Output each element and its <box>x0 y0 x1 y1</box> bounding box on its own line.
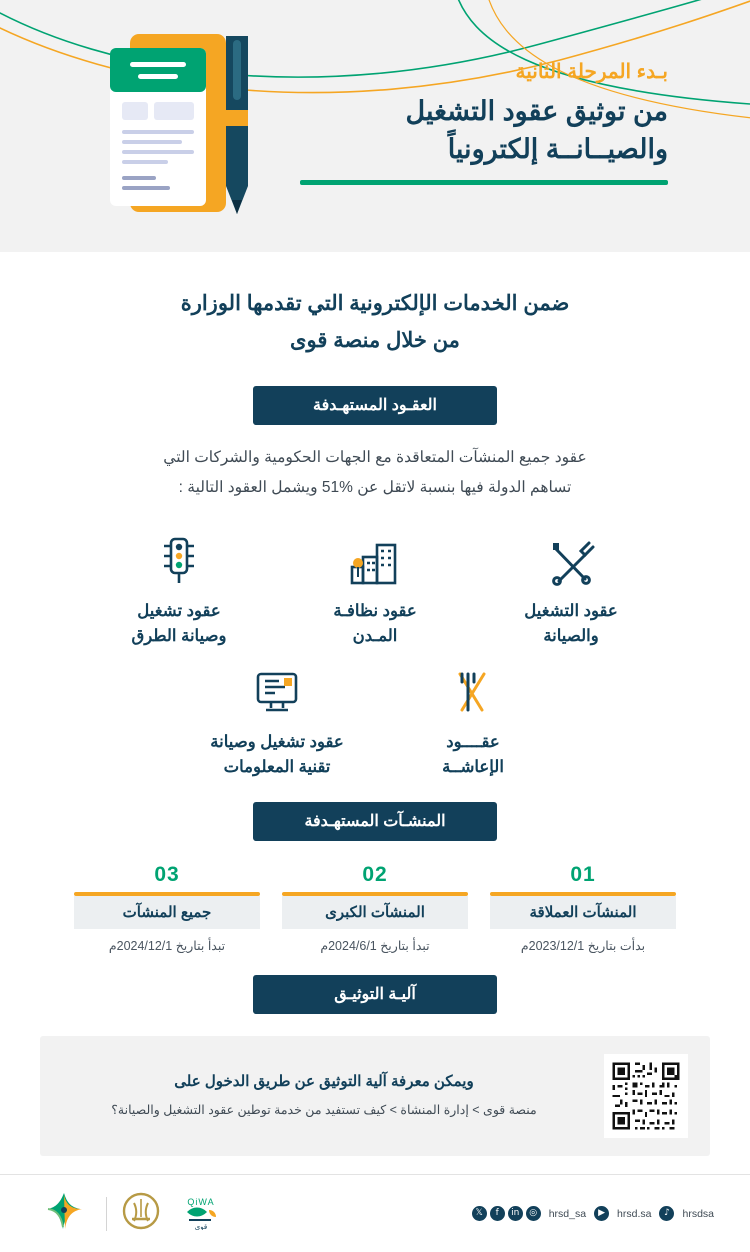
contract-label-line-1: عقود تشغيل وصيانة <box>210 733 344 752</box>
contract-label-line-1: عقــــود <box>446 733 500 752</box>
contract-label-line-2: الإعاشــة <box>442 758 504 777</box>
contract-item-city-cleaning <box>277 529 473 649</box>
contracts-note-line-1: عقود جميع المنشآت المتعاقدة مع الجهات الحكومية والشركات التي <box>163 448 587 466</box>
computer-monitor-icon <box>185 660 369 718</box>
social-handle-2[interactable]: hrsd.sa <box>617 1207 652 1220</box>
contracts-grid-row-2 <box>40 660 710 780</box>
contract-label-line-1: عقود تشغيل <box>137 601 221 620</box>
phase-number: 02 <box>362 862 388 886</box>
phase-date: بدأت بتاريخ 2023/12/1م <box>520 938 646 953</box>
x-twitter-icon[interactable]: 𝕏 <box>472 1206 487 1221</box>
facebook-icon[interactable]: f <box>490 1206 505 1221</box>
hero-title-line-1: من توثيق عقود التشغيل <box>405 95 668 126</box>
saudi-emblem-logo <box>121 1189 161 1238</box>
contracts-note <box>40 443 710 503</box>
mechanism-line-2: منصة قوى > إدارة المنشاة > كيف تستفيد من خدمة توطين عقود التشغيل والصيانة؟ <box>111 1102 537 1117</box>
phase-item-3 <box>74 863 260 953</box>
qr-code-icon <box>610 1060 682 1132</box>
section-heading-mechanism: آليـة التوثيـق <box>253 975 497 1014</box>
document-and-pen-illustration <box>96 26 282 226</box>
hero-kicker: بـدء المرحلة الثانية <box>515 60 668 83</box>
contracts-note-line-2-before: تساهم الدولة فيها بنسبة لاتقل عن <box>357 478 572 496</box>
hero-underline <box>300 180 668 185</box>
hrsd-ministry-logo <box>36 1189 92 1238</box>
footer-logos <box>36 1189 227 1238</box>
contract-item-road-operation-maintenance <box>81 529 277 649</box>
phase-number: 01 <box>570 862 596 886</box>
contract-label-line-2: وصيانة الطرق <box>131 626 227 645</box>
contract-item-catering <box>375 660 571 780</box>
contract-label-line-2: تقنية المعلومات <box>223 758 331 777</box>
social-icon-group-1 <box>472 1206 541 1221</box>
phase-name: المنشآت الكبرى <box>282 896 468 929</box>
hero-text-block <box>300 59 668 194</box>
qiwa-logo <box>175 1192 227 1235</box>
contract-label-line-1: عقود نظافـة <box>333 601 417 620</box>
intro-line-2: من خلال منصة قوى <box>290 328 460 352</box>
phase-number: 03 <box>154 862 180 886</box>
phase-date: تبدأ بتاريخ 2024/12/1م <box>108 938 226 953</box>
contracts-note-line-2 <box>62 473 688 503</box>
svg-text:QiWA: QiWA <box>187 1197 215 1207</box>
tiktok-icon[interactable]: ♪ <box>659 1206 674 1221</box>
contract-label-line-2: المـدن <box>352 626 398 645</box>
intro-line-1: ضمن الخدمات الإلكترونية التي تقدمها الوزارة <box>180 292 570 315</box>
contract-label-line-2: والصيانة <box>543 626 599 645</box>
phase-date: تبدأ بتاريخ 2024/6/1م <box>320 938 430 953</box>
contracts-note-percent: 51% <box>321 478 353 496</box>
social-handles <box>472 1206 714 1221</box>
contracts-grid-row-1 <box>40 529 710 649</box>
section-heading-entities: المنشـآت المستهـدفة <box>253 802 497 841</box>
content-body <box>0 286 750 1156</box>
city-buildings-icon <box>283 529 467 587</box>
footer-divider <box>106 1197 107 1231</box>
social-handle-1[interactable]: hrsd_sa <box>548 1207 587 1220</box>
contract-label-line-1: عقود التشغيل <box>524 601 618 620</box>
phase-item-2 <box>282 863 468 953</box>
contract-item-operation-maintenance <box>473 529 669 649</box>
youtube-icon[interactable]: ▶ <box>594 1206 609 1221</box>
intro-text <box>40 286 710 360</box>
mechanism-panel <box>40 1036 710 1156</box>
phase-name: المنشآت العملاقة <box>490 896 676 929</box>
contract-item-it-operation-maintenance <box>179 660 375 780</box>
svg-text:قوى: قوى <box>194 1224 208 1230</box>
section-heading-contracts: العقـود المستهـدفة <box>253 386 497 425</box>
qr-code[interactable] <box>604 1054 688 1138</box>
phases-row <box>40 863 710 953</box>
contracts-note-line-2-after: ويشمل العقود التالية : <box>178 478 318 496</box>
phase-name: جميع المنشآت <box>74 896 260 929</box>
phase-item-1 <box>490 863 676 953</box>
social-handle-3[interactable]: hrsdsa <box>682 1207 714 1220</box>
hero-banner <box>0 0 750 252</box>
mechanism-line-1: ويمكن معرفة آلية التوثيق عن طريق الدخول على <box>174 1072 474 1090</box>
footer <box>0 1174 750 1252</box>
wrench-and-screwdriver-icon <box>479 529 663 587</box>
hero-title-line-2: والصيــانــة إلكترونياً <box>447 134 668 164</box>
linkedin-icon[interactable]: in <box>508 1206 523 1221</box>
fork-and-knife-icon <box>381 660 565 718</box>
instagram-icon[interactable]: ◎ <box>526 1206 541 1221</box>
traffic-light-icon <box>87 529 271 587</box>
